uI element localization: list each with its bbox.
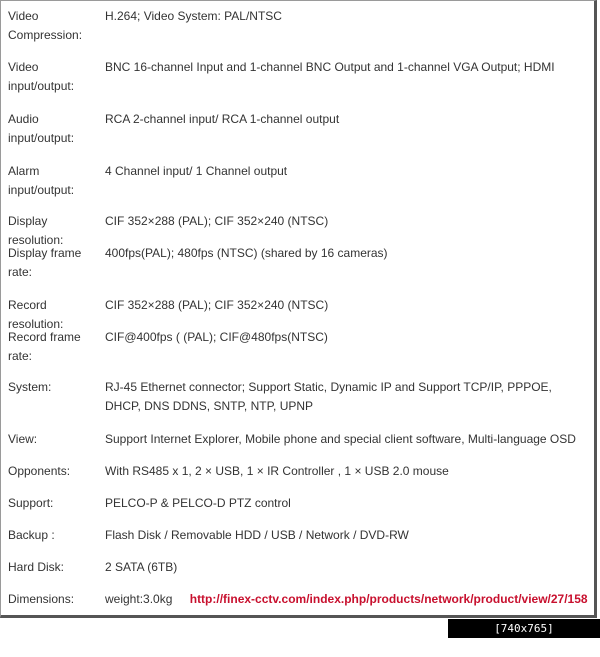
spec-row-record-frame-rate [0, 328, 596, 366]
spec-value: Support Internet Explorer, Mobile phone and special client software, Multi-language OSD [105, 432, 576, 446]
spec-row-alarm-io [0, 162, 596, 200]
spec-value: CIF 352×288 (PAL); CIF 352×240 (NTSC) [105, 298, 329, 312]
spec-value: PELCO-P & PELCO-D PTZ control [105, 496, 291, 510]
spec-label: Backup : [8, 528, 55, 542]
spec-label: Display frame rate: [8, 246, 82, 279]
spec-row-backup [0, 526, 596, 545]
spec-value: BNC 16-channel Input and 1-channel BNC Output and 1-channel VGA Output; HDMI [105, 60, 555, 74]
spec-row-video-io [0, 58, 596, 96]
spec-value: With RS485 x 1, 2 × USB, 1 × IR Controller , 1 × USB 2.0 mouse [105, 464, 449, 478]
spec-label: Opponents: [8, 464, 71, 478]
spec-label: Display resolution: [8, 214, 64, 247]
spec-value: CIF@400fps ( (PAL); CIF@480fps(NTSC) [105, 330, 328, 344]
spec-label: Dimensions: [8, 592, 75, 606]
product-link[interactable]: http://finex-cctv.com/index.php/products/network/product/view/27/158 [189, 592, 588, 606]
spec-value: 2 SATA (6TB) [105, 560, 178, 574]
spec-value: 400fps(PAL); 480fps (NTSC) (shared by 16 cameras) [105, 246, 388, 260]
spec-row-dimensions [0, 590, 596, 609]
spec-row-audio-io [0, 110, 596, 148]
spec-label: Support: [8, 496, 54, 510]
spec-value: RCA 2-channel input/ RCA 1-channel output [105, 112, 340, 126]
spec-label: Record resolution: [8, 298, 64, 331]
spec-label: System: [8, 380, 52, 394]
spec-label: View: [8, 432, 38, 446]
spec-label: Record frame rate: [8, 330, 81, 363]
spec-row-support [0, 494, 596, 513]
spec-label: Video Compression: [8, 9, 83, 42]
spec-row-display-frame-rate [0, 244, 596, 282]
spec-label: Audio input/output: [8, 112, 75, 145]
spec-row-hard-disk [0, 558, 596, 577]
spec-value [105, 590, 596, 609]
image-host-footer: [740x765] http://upic.me/ [448, 619, 600, 638]
spec-value: Flash Disk / Removable HDD / USB / Network / DVD-RW [105, 528, 409, 542]
spec-label: Alarm input/output: [8, 164, 75, 197]
spec-value: CIF 352×288 (PAL); CIF 352×240 (NTSC) [105, 214, 329, 228]
spec-row-opponents [0, 462, 596, 481]
spec-label: Hard Disk: [8, 560, 65, 574]
spec-value: RJ-45 Ethernet connector; Support Static, Dynamic IP and Support TCP/IP, PPPOE, DHCP, DNS DDNS, SNTP, NTP, UPNP [105, 380, 552, 413]
spec-value: H.264; Video System: PAL/NTSC [105, 9, 282, 23]
spec-label: Video input/output: [8, 60, 75, 93]
spec-row-view [0, 430, 596, 449]
spec-value: 4 Channel input/ 1 Channel output [105, 164, 288, 178]
dimensions-weight: weight:3.0kg [105, 592, 173, 606]
spec-row-video-compression [0, 7, 596, 45]
spec-row-system [0, 378, 596, 416]
